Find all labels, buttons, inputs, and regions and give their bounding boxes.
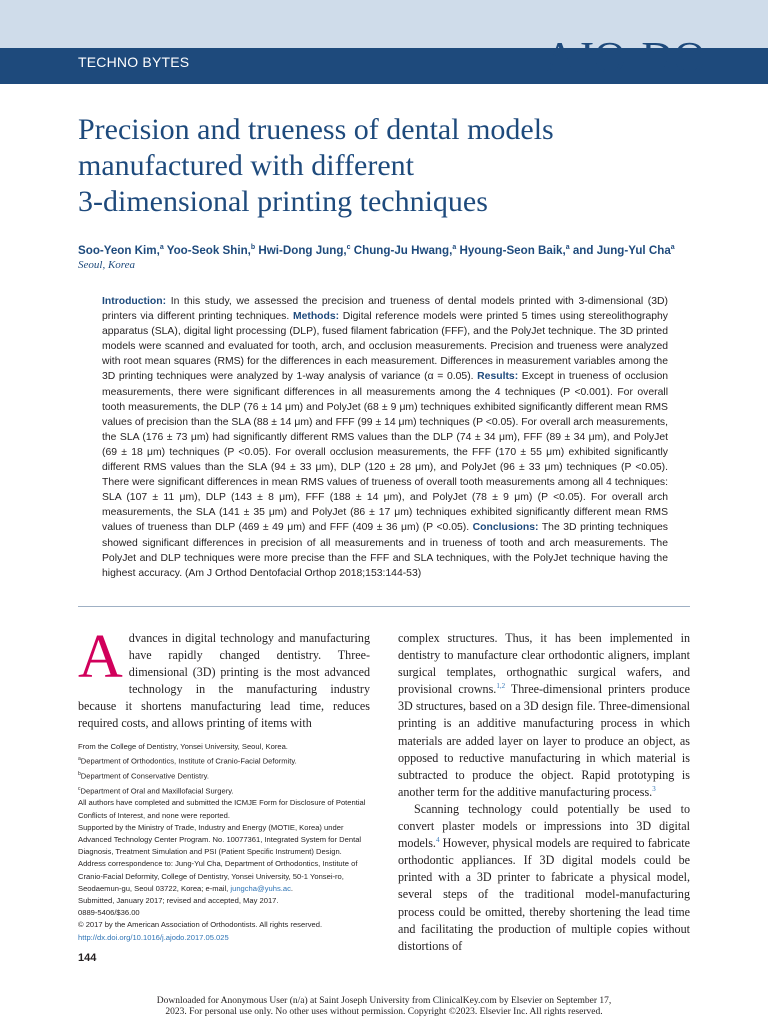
download-notice-line: 2023. For personal use only. No other uses without permission. Copyright ©2023. Elsevier Inc. All rights reserved.: [165, 1007, 603, 1017]
abstract-conclusions-label: Conclusions:: [472, 522, 539, 534]
affiliation-marker: a: [159, 244, 164, 252]
footnote-support: Supported by the Ministry of Trade, Industry and Energy (MOTIE, Korea) under Advanced Technology Center Program. No. 10077361, Integrated System for Dental Diagnosis, Treatment Simulation and PSI (Patient Specific Instrument) Design.: [78, 822, 362, 857]
abstract-results-text: Except in trueness of occlusion measurements, there were significant differences in all measurements among the 4 techniques (P <0.001). For overall tooth measurements, the DLP (76 ± 14 μm) and PolyJet (68 ± 9 μm) techniques exhibited significantly different mean RMS values of precision than the SLA (88 ± 14 μm) and FFF (99 ± 14 μm) techniques (P <0.05). For overall arch measurements, the SLA (176 ± 73 μm) had significantly different RMS values than the DLP (74 ± 34 μm), FFF (89 ± 34 μm), and PolyJet (69 ± 18 μm) techniques (P <0.05). For overall occlusion measurements, the FFF (170 ± 55 μm) exhibited significantly different RMS values than the SLA (94 ± 33 μm), DLP (120 ± 28 μm), and PolyJet (96 ± 33 μm) techniques (P <0.05). There were significant differences in mean RMS values of trueness of overall tooth measurements among all 4 techniques: SLA (107 ± 11 μm), DLP (143 ± 8 μm), FFF (188 ± 14 μm), and PolyJet (78 ± 9 μm) (P <0.05). For overall arch measurements, the SLA (141 ± 35 μm) and PolyJet (86 ± 17 μm) techniques exhibited significantly different mean RMS values of trueness than DLP (469 ± 49 μm) and FFF (409 ± 36 μm) (P <0.05).: [102, 371, 668, 534]
abstract-conclusions-text: The 3D printing techniques showed significant differences in precision of all measurements and in trueness of tooth and arch measurements. The PolyJet and DLP techniques were more precise than the FFF and SLA techniques, with the PolyJet technique having the highest accuracy. (Am J Orthod Dentofacial Orthop 2018;153:144-53): [102, 522, 668, 579]
author-list: [78, 244, 708, 257]
author-name: Yoo-Seok Shin,: [163, 244, 251, 257]
affiliation-marker: a: [670, 244, 675, 252]
abstract-methods-label: Methods:: [292, 311, 340, 323]
journal-logo: AJO-DO: [544, 33, 706, 82]
author-name: Hyoung-Seon Baik,: [456, 244, 566, 257]
citation-link[interactable]: 3: [652, 784, 656, 793]
affiliation-marker: c: [78, 785, 81, 792]
author-name: and Jung-Yul Cha: [569, 244, 671, 257]
affiliation-marker: c: [346, 244, 351, 252]
citation-link[interactable]: 4: [435, 836, 440, 845]
citation-link[interactable]: 1,2: [496, 682, 506, 691]
section-label: TECHNO BYTES: [78, 54, 190, 70]
body-paragraph: complex structures. Thus, it has been implemented in dentistry to manufacture clear orthodontic aligners, implant surgical templates, orthognathic surgical wafers, and provisional crowns.$^{1,2}$ Three-dimensional printers produce 3D structures, based on a 3D design file. Three-dimensional printing is an additive manufacturing process in which materials are added layer on layer to produce an object, as opposed to reductive manufacturing in which material is subtracted to produce the object. Rapid prototyping is another term for the additive manufacturing process.$^3$: [398, 631, 690, 799]
page-number: 144: [78, 952, 97, 964]
abstract-divider: [78, 606, 690, 607]
title-line: manufactured with different: [78, 149, 414, 182]
affiliation-marker: a: [78, 756, 81, 763]
author-name: Hwi-Dong Jung,: [255, 244, 347, 257]
drop-cap: A: [78, 623, 123, 691]
body-column-left: [78, 623, 370, 733]
body-paragraph: Scanning technology could potentially be used to convert plaster models or impressions into 3D digital models.$^4$ However, physical models are required to fabricate orthodontic appliances. If 3D digital models could be printed with a 3D printer to fabricate a physical model, several steps of the traditional model-manufacturing process could be omitted, thereby shortening the lead time and facilitating the production of multiple copies without distortions of: [398, 801, 690, 953]
doi-link[interactable]: http://dx.doi.org/10.1016/j.ajodo.2017.05.025: [78, 932, 229, 942]
abstract-introduction-label: Introduction:: [102, 296, 167, 307]
author-name: Chung-Ju Hwang,: [350, 244, 453, 257]
affiliation-marker: b: [78, 770, 81, 777]
footnote-issn: 0889-5406/$36.00: [78, 908, 140, 918]
download-notice-line: Downloaded for Anonymous User (n/a) at Saint Joseph University from ClinicalKey.com by Elsevier on September 17,: [156, 996, 612, 1006]
abstract-results-label: Results:: [477, 371, 519, 383]
intro-paragraph-text: dvances in digital technology and manufacturing have rapidly changed dentistry. Three-dimensional (3D) printing is the most advanced technology in the manufacturing industry because it shortens manufacturing lead time, reduces required costs, and allows printing of items with: [78, 631, 370, 731]
correspondence-email-link[interactable]: jungcha@yuhs.ac: [230, 883, 291, 893]
footnote-affiliation: $^c$Department of Oral and Maxillofacial Surgery.: [78, 785, 234, 796]
title-line: Precision and trueness of dental models: [78, 113, 554, 146]
abstract-introduction-text: In this study, we assessed the precision and trueness of dental models printed with 3-dimensional (3D) printers via different printing techniques.: [102, 296, 668, 323]
footnote-correspondence: Address correspondence to: Jung-Yul Cha, Department of Orthodontics, Institute of Cranio-Facial Deformity, College of Dentistry, Yonsei University, 50-1 Yonsei-ro, Seodaemun-gu, Seoul 03722, Korea; e-mail, jungcha@yuhs.ac.: [78, 859, 358, 893]
footnote-submitted: Submitted, January 2017; revised and accepted, May 2017.: [78, 896, 279, 906]
download-notice: [0, 996, 768, 1018]
footnotes: [78, 741, 370, 944]
affiliation-marker: a: [565, 244, 570, 252]
footnote-from: From the College of Dentistry, Yonsei University, Seoul, Korea.: [78, 742, 288, 751]
footnote-copyright: © 2017 by the American Association of Orthodontists. All rights reserved.: [78, 920, 323, 930]
author-name: Soo-Yeon Kim,: [78, 244, 160, 257]
footnote-affiliation: $^b$Department of Conservative Dentistry.: [78, 770, 209, 781]
abstract-methods-text: Digital reference models were printed 5 times using stereolithography apparatus (SLA), digital light processing (DLP), fused filament fabrication (FFF), and the PolyJet technique. The 3D printed models were scanned and evaluated for tooth, arch, and occlusion measurements. Precision and trueness were analyzed with root mean squares (RMS) for the differences in each measurement. Differences in measurement variables among the 3D printing techniques were analyzed by 1-way analysis of variance (α = 0.05).: [102, 311, 668, 383]
article-title: [78, 112, 698, 220]
title-line: 3-dimensional printing techniques: [78, 185, 488, 218]
intro-paragraph: [78, 623, 370, 733]
affiliation-marker: b: [250, 244, 256, 252]
abstract: [102, 294, 668, 581]
footnote-icmje: All authors have completed and submitted the ICMJE Form for Disclosure of Potential Conflicts of Interest, and none were reported.: [78, 798, 366, 820]
affiliation-marker: a: [452, 244, 457, 252]
footnote-affiliation: $^a$Department of Orthodontics, Institute of Cranio-Facial Deformity.: [78, 756, 297, 766]
body-column-right: [398, 630, 690, 955]
author-location: Seoul, Korea: [78, 259, 136, 271]
